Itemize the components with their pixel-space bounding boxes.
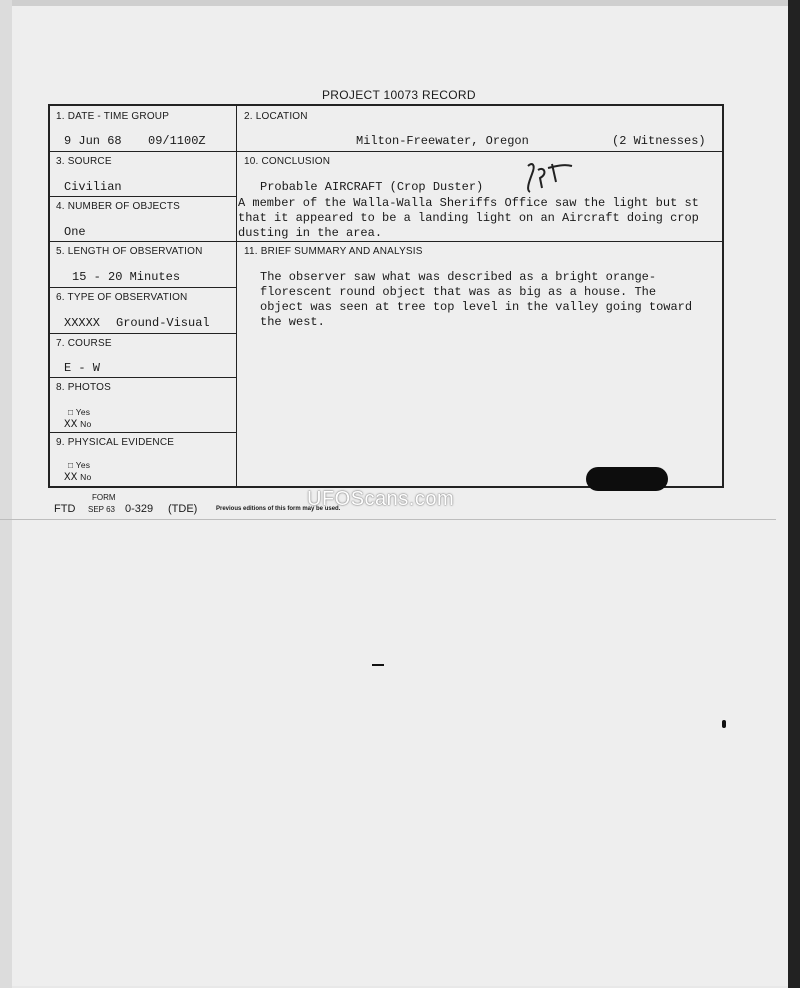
summary-line-3: object was seen at tree top level in the valley going toward <box>260 300 693 314</box>
scan-left-edge <box>0 0 12 988</box>
footer-date-code: SEP 63 <box>88 505 115 514</box>
photos-yes-option <box>68 407 90 417</box>
evidence-label: 9. PHYSICAL EVIDENCE <box>56 437 175 448</box>
photos-no-label: No <box>80 419 92 429</box>
watermark: UFOScans.com <box>307 488 455 510</box>
photos-label: 8. PHOTOS <box>56 382 111 393</box>
objects-value: One <box>64 225 86 239</box>
row-divider-1 <box>50 151 722 152</box>
fold-line <box>0 519 776 520</box>
course-label: 7. COURSE <box>56 338 112 349</box>
row-divider-7 <box>50 432 236 433</box>
scan-right-edge <box>788 0 800 988</box>
photos-no-option <box>64 419 91 431</box>
footer-tde: (TDE) <box>168 503 198 515</box>
record-title: PROJECT 10073 RECORD <box>322 88 476 102</box>
conclusion-heading: Probable AIRCRAFT (Crop Duster) <box>260 180 484 194</box>
evidence-no-label: No <box>80 472 92 482</box>
location-label: 2. LOCATION <box>244 111 308 122</box>
source-label: 3. SOURCE <box>56 156 112 167</box>
time-value: 09/1100Z <box>148 134 206 148</box>
checkbox-icon: □ <box>68 407 74 417</box>
evidence-no-option <box>64 472 91 484</box>
evidence-yes-label: Yes <box>75 460 91 470</box>
conclusion-label: 10. CONCLUSION <box>244 156 331 167</box>
evidence-no-mark: XX <box>64 472 78 484</box>
row-divider-4 <box>50 287 236 288</box>
record-form <box>48 104 724 488</box>
course-value: E - W <box>64 361 101 375</box>
row-divider-5 <box>50 333 236 334</box>
date-label: 1. DATE - TIME GROUP <box>56 111 170 122</box>
location-value: Milton-Freewater, Oregon <box>356 134 529 148</box>
footer-previous-editions: Previous editions of this form may be used. <box>216 506 341 512</box>
source-value: Civilian <box>64 180 122 194</box>
photos-yes-label: Yes <box>75 407 91 417</box>
footer-form-word: FORM <box>92 493 116 502</box>
summary-line-2: florescent round object that was as big as a house. The <box>260 285 657 299</box>
photos-no-mark: XX <box>64 419 78 431</box>
row-divider-6 <box>50 377 236 378</box>
date-value: 9 Jun 68 <box>64 134 122 148</box>
conclusion-line-1: A member of the Walla-Walla Sheriffs Office saw the light but st <box>238 196 699 210</box>
length-value: 15 - 20 Minutes <box>72 270 181 284</box>
handwritten-initials-jpt <box>522 160 578 196</box>
footer-ftd: FTD <box>54 503 76 515</box>
checkbox-icon: □ <box>68 460 74 470</box>
summary-label: 11. BRIEF SUMMARY AND ANALYSIS <box>244 246 423 257</box>
type-label: 6. TYPE OF OBSERVATION <box>56 292 188 303</box>
objects-label: 4. NUMBER OF OBJECTS <box>56 201 181 212</box>
summary-line-1: The observer saw what was described as a bright orange- <box>260 270 657 284</box>
row-divider-2 <box>50 196 236 197</box>
witnesses-value: (2 Witnesses) <box>612 134 706 148</box>
type-value: Ground-Visual <box>116 316 210 330</box>
column-divider <box>236 106 237 486</box>
conclusion-line-3: dusting in the area. <box>238 226 383 240</box>
scan-speck <box>372 664 384 666</box>
evidence-yes-option <box>68 460 90 470</box>
type-strikeout: XXXXX <box>64 316 101 330</box>
footer-form-number: 0-329 <box>125 503 154 515</box>
summary-line-4: the west. <box>260 315 325 329</box>
length-label: 5. LENGTH OF OBSERVATION <box>56 246 203 257</box>
redaction-block <box>586 467 668 491</box>
conclusion-line-2: that it appeared to be a landing light on an Aircraft doing crop <box>238 211 699 225</box>
row-divider-3 <box>50 241 722 242</box>
scan-speck <box>722 720 726 728</box>
